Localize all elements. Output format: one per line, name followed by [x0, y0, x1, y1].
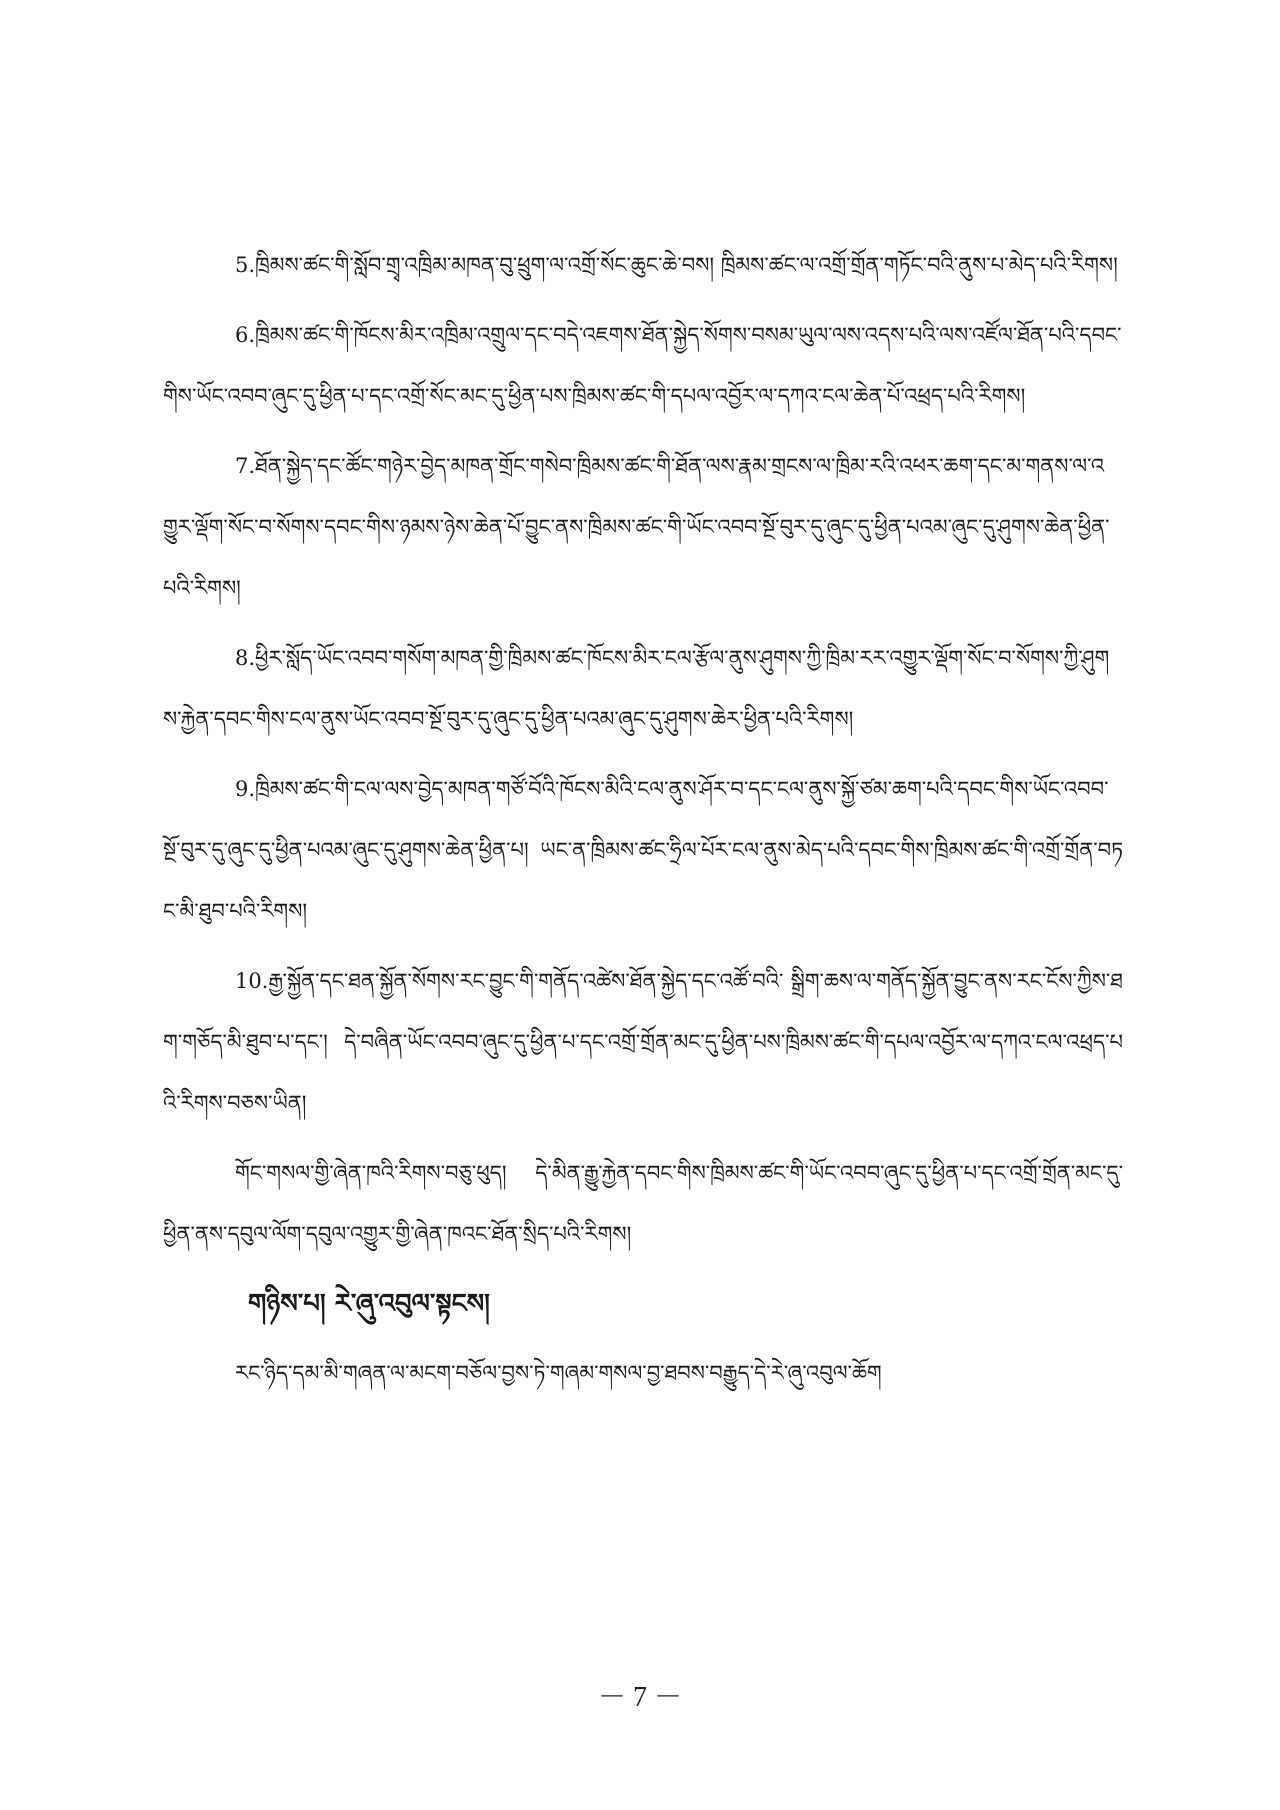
paragraph-6: 6.ཁྲིམས་ཚང་གི་ཁོངས་མིར་འཁྲིམ་འགྲུལ་དང་བདེ་འཇགས་ཐོན་སྐྱེད་སོགས་བསམ་ཡུལ་ལས་འདས་པའི་ལས་འཛོལ་ཐོན་པའི་དབང་གིས་ཡོང་འབབ་ཞུང་དུ་ཕྱིན་པ་དང་འགྲོ་སོང་མང་དུ་ཕྱིན་པས་ཁྲིམས་ཚང་གི་དཔལ་འབྱོར་ལ་དཀའ་ངལ་ཆེན་པོ་འཕྲད་པའི་རིགས།	[163, 323, 1122, 408]
paragraph-8: 8.ཕྱིར་སློད་ཡོང་འབབ་གསོག་མཁན་གྱི་ཁྲིམས་ཚང་ཁོངས་མིར་ངལ་རྩོལ་ནུས་ཤུགས་ཀྱི་ཁྲིམ་རར་འགྱུར་ལྡོག་སོང་བ་སོགས་ཀྱི་ཤུགས་རྐྱེན་དབང་གིས་ངལ་ནུས་ཡོང་འབབ་སྔོ་བུར་དུ་ཞུང་དུ་ཕྱིན་པའམ་ཞུང་དུ་ཤུགས་ཆེར་ཕྱིན་པའི་རིགས།	[163, 646, 1110, 731]
paragraph-10: 10.རྒྱ་སྐྱོན་དང་ཐན་སྐྱོན་སོགས་རང་བྱུང་གི་གནོད་འཚེས་ཐོན་སྐྱེད་དང་འཚོ་བའི་ སྒྲིག་ཆས་ལ་གནོད་སྐྱོན་བྱུང་ནས་རང་ངོས་ཀྱིས་ཐག་གཅོད་མི་ཐུབ་པ་དང་། དེ་བཞིན་ཡོང་འབབ་ཞུང་དུ་ཕྱིན་པ་དང་འགྲོ་གྲོན་མང་དུ་ཕྱིན་པས་ཁྲིམས་ཚང་གི་དཔལ་འབྱོར་ལ་དཀའ་ངལ་འཕྲད་པའི་རིགས་བཅས་ཡིན།	[163, 969, 1123, 1115]
paragraph-submission: རང་ཉིད་དམ་མི་གཞན་ལ་མངག་བཅོལ་བྱས་ཏེ་གཞམ་གསལ་བྱ་ཐབས་བརྒྱུད་དེ་རེ་ཞུ་འབུལ་ཆོག	[235, 1361, 882, 1385]
document-body	[163, 235, 1123, 1404]
paragraph-7: 7.ཐོན་སྐྱེད་དང་ཚོང་གཉེར་བྱེད་མཁན་གྲོང་གསེབ་ཁྲིམས་ཚང་གི་ཐོན་ལས་རྣམ་གྲངས་ལ་ཁྲིམ་རའི་འཕར་ཆག་དང་མ་གནས་ལ་འགྱུར་ལྡོག་སོང་བ་སོགས་དབང་གིས་ཉམས་ཉེས་ཆེན་པོ་བྱུང་ནས་ཁྲིམས་ཚང་གི་ཡོང་འབབ་སྔོ་བུར་དུ་ཞུང་དུ་ཕྱིན་པའམ་ཞུང་དུ་ཤུགས་ཆེན་ཕྱིན་པའི་རིགས།	[163, 454, 1110, 600]
page-number: － 7 －	[597, 1682, 682, 1713]
paragraph-9: 9.ཁྲིམས་ཚང་གི་ངལ་ལས་བྱེད་མཁན་གཙོ་བོའི་ཁོངས་མིའི་ངལ་ནུས་ཤོར་བ་དང་ངལ་ནུས་སྐྱོ་ཙམ་ཆག་པའི་དབང་གིས་ཡོང་འབབ་སྔོ་བུར་དུ་ཞུང་དུ་ཕྱིན་པའམ་ཞུང་དུ་ཤུགས་ཆེན་ཕྱིན་པ། ཡང་ན་ཁྲིམས་ཚང་ཧྲིལ་པོར་ངལ་ནུས་མེད་པའི་དབང་གིས་ཁྲིམས་ཚང་གི་འགྲོ་གྲོན་བཏང་མི་ཐུབ་པའི་རིགས།	[163, 777, 1123, 923]
section-heading: གཉིས་པ། རེ་ཞུ་འབུལ་སྟངས།	[248, 1289, 490, 1319]
paragraph-summary: གོང་གསལ་གྱི་ཞེན་ཁའི་རིགས་བཅུ་ཕུད། དེ་མིན་རྒྱུ་རྐྱེན་དབང་གིས་ཁྲིམས་ཚང་གི་ཡོང་འབབ་ཞུང་དུ་ཕྱིན་པ་དང་འགྲོ་གྲོན་མང་དུ་ཕྱིན་ནས་དབུལ་ལོག་དབུལ་འགྱུར་གྱི་ཞེན་ཁའང་ཐོན་སྲིད་པའི་རིགས།	[163, 1161, 1123, 1246]
paragraph-5: 5.ཁྲིམས་ཚང་གི་སློབ་གྲྭ་འཁྲིམ་མཁན་བུ་ཕྲུག་ལ་འགྲོ་སོང་ཆུང་ཆེ་བས། ཁྲིམས་ཚང་ལ་འགྲོ་གྲོན་གཏོང་བའི་ནུས་པ་མེད་པའི་རིགས།	[235, 253, 1118, 277]
